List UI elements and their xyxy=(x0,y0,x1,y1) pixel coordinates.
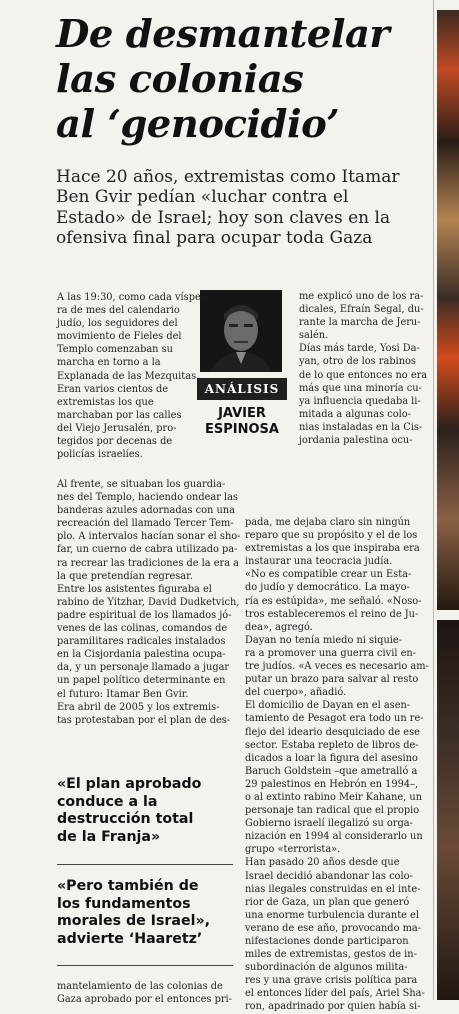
body-column-1 xyxy=(57,291,232,461)
body-line: flejo del ideario desquiciado de ese xyxy=(245,726,420,738)
body-line: ya influencia quedaba li- xyxy=(299,395,421,407)
body-line: marchaban por las calles xyxy=(57,409,182,421)
body-line: Gobierno israelí ilegalizó su orga- xyxy=(245,818,413,830)
body-line: tegidos por decenas de xyxy=(57,436,173,448)
pull-quote-line: advierte ‘Haaretz’ xyxy=(57,930,203,947)
body-line: dicales, Efraín Segal, du- xyxy=(299,304,424,316)
headline xyxy=(56,12,436,147)
headline-line: al ‘genocidio’ xyxy=(56,102,340,147)
body-line: tre judíos. «A veces es necesario am- xyxy=(245,661,429,673)
body-line: el futuro: Itamar Ben Gvir. xyxy=(57,688,189,700)
body-line: tamiento de Pesagot era todo un re- xyxy=(245,713,424,725)
subhead-line: ofensiva final para ocupar toda Gaza xyxy=(56,227,373,248)
body-line: extremistas a los que inspiraba era xyxy=(245,543,420,555)
adjacent-page-edge xyxy=(431,0,459,1000)
body-line: tros estableceremos el reino de Ju- xyxy=(245,608,419,620)
body-line: un papel político determinante en xyxy=(57,675,226,687)
body-line: dicados a loar la figura del asesino xyxy=(245,752,418,764)
body-line: marcha en torno a la xyxy=(57,357,161,369)
body-line: nifestaciones donde participaron xyxy=(245,936,409,947)
body-line: del cuerpo», añadió. xyxy=(245,687,347,699)
body-line: nización en 1994 al considerarlo un xyxy=(245,831,423,843)
headline-line: las colonias xyxy=(56,57,304,102)
body-line: ra de mes del calendario xyxy=(57,305,180,317)
body-line: Al frente, se situaban los guardia- xyxy=(57,479,226,490)
body-line: salén. xyxy=(299,330,329,342)
body-line: una enorme turbulencia durante el xyxy=(245,909,419,921)
body-line: Días más tarde, Yosi Da- xyxy=(299,343,420,355)
body-line: miles de extremistas, gestos de in- xyxy=(245,949,417,961)
body-line: extremistas los que xyxy=(57,396,154,408)
body-line: grupo «terrorista». xyxy=(245,844,341,856)
author-name-line: ESPINOSA xyxy=(205,422,279,437)
body-line: la que pretendían regresar. xyxy=(57,570,193,582)
body-line: tas protestaban por el plan de des- xyxy=(57,714,231,726)
subhead-line: Ben Gvir pedían «luchar contra el xyxy=(56,187,349,208)
body-line: 29 palestinos en Hebrón en 1994–, xyxy=(245,778,419,790)
body-line: más que una minoría cu- xyxy=(299,382,422,394)
adjacent-photo-lower xyxy=(437,620,459,1000)
subheadline xyxy=(56,167,441,248)
body-line: paramilitares radicales instalados xyxy=(57,636,226,648)
subhead-line: Estado» de Israel; hoy son claves en la xyxy=(56,207,391,228)
body-line: banderas azules adornadas con una xyxy=(57,505,235,517)
headline-line: De desmantelar xyxy=(56,12,390,57)
pull-quote-line: los fundamentos xyxy=(57,895,191,912)
body-line: jordania palestina ocu- xyxy=(299,435,413,447)
body-line: personaje tan radical que el propio xyxy=(245,805,420,817)
body-line: ron, apadrinado por quien había si- xyxy=(245,1001,421,1013)
subhead-line: Hace 20 años, extremistas como Itamar xyxy=(56,167,400,187)
body-line: verano de ese año, provocando ma- xyxy=(245,922,422,934)
body-line: del Viejo Jerusalén, pro- xyxy=(57,422,177,434)
pull-quote-divider xyxy=(57,965,233,966)
body-line: instaurar una teocracia judía. xyxy=(245,556,393,568)
body-line: sector. Estaba repleto de libros de- xyxy=(245,739,419,751)
body-line: far, un cuerno de cabra utilizado pa- xyxy=(57,544,238,556)
body-line: nias instaladas en la Cis- xyxy=(299,421,423,433)
body-line: policías israelíes. xyxy=(57,449,143,461)
body-line: «No es compatible crear un Esta- xyxy=(245,569,412,581)
body-line: de lo que entonces no era xyxy=(299,369,428,381)
body-column-1-continuation xyxy=(57,980,233,1006)
body-line: Han pasado 20 años desde que xyxy=(245,857,400,869)
body-line: reparo que su propósito y el de los xyxy=(245,530,418,542)
body-line: movimiento de Fieles del xyxy=(57,331,182,343)
body-line: Gaza aprobado por el entonces pri- xyxy=(57,994,232,1006)
body-line: recreación del llamado Tercer Tem- xyxy=(57,518,234,530)
body-line: nes del Templo, haciendo ondear las xyxy=(57,492,239,504)
body-line: A las 19:30, como cada víspe- xyxy=(57,292,205,303)
body-line: Dayan no tenía miedo ni siquie- xyxy=(245,634,402,646)
body-line: o al extinto rabino Meir Kahane, un xyxy=(245,791,423,803)
body-line: subordinación de algunos milita- xyxy=(245,962,408,974)
body-line: nias ilegales construidas en el inte- xyxy=(245,883,421,895)
body-column-1-lower xyxy=(57,478,241,727)
body-line: judío, los seguidores del xyxy=(57,318,178,330)
body-line: plo. A intervalos hacían sonar el sho- xyxy=(57,531,241,543)
pull-quote xyxy=(57,878,233,948)
author-name-line: JAVIER xyxy=(218,406,266,421)
body-line: en la Cisjordania palestina ocupa- xyxy=(57,649,226,661)
body-line: Israel decidió abandonar las colo- xyxy=(245,870,413,882)
body-line: do judío y democrático. La mayo- xyxy=(245,582,410,594)
pull-quote-line: morales de Israel», xyxy=(57,913,211,929)
body-line: ría es estúpida», me señaló. «Noso- xyxy=(245,595,422,607)
pull-quote-line: conduce a la xyxy=(57,793,158,810)
body-line: putar un brazo para salvar al resto xyxy=(245,674,419,686)
body-line: ra recrear las tradiciones de la era a xyxy=(57,557,240,569)
body-line: yan, otro de los rabinos xyxy=(299,356,416,368)
body-column-2 xyxy=(299,290,435,447)
pull-quote-line: «Pero también de xyxy=(57,878,199,894)
body-line: dea», agregó. xyxy=(245,621,313,633)
body-line: ra a promover una guerra civil en- xyxy=(245,647,416,659)
body-line: Era abril de 2005 y los extremis- xyxy=(57,701,220,713)
body-line: rior de Gaza, un plan que generó xyxy=(245,896,410,908)
body-line: venes de las colinas, comandos de xyxy=(57,623,228,635)
body-line: me explicó uno de los ra- xyxy=(299,291,424,302)
body-line: Entre los asistentes figuraba el xyxy=(57,583,212,595)
body-line: El domicilio de Dayan en el asen- xyxy=(245,700,411,712)
body-line: mantelamiento de las colonias de xyxy=(57,981,223,992)
body-line: rabino de Yitzhar, David Dudketvich, xyxy=(57,596,240,608)
body-line: pada, me dejaba claro sin ningún xyxy=(245,517,411,528)
body-line: Templo comenzaban su xyxy=(57,344,173,356)
body-line: da, y un personaje llamado a jugar xyxy=(57,662,230,674)
body-line: Explanada de las Mezquitas. xyxy=(57,370,200,382)
pull-quote-line: «El plan aprobado xyxy=(57,776,202,792)
body-line: mitada a algunas colo- xyxy=(299,408,411,420)
section-label: ANÁLISIS xyxy=(197,378,287,400)
pull-quote xyxy=(57,776,233,846)
adjacent-photo xyxy=(437,10,459,610)
pull-quote-line: destrucción total xyxy=(57,811,194,827)
body-line: Baruch Goldstein –que ametralló a xyxy=(245,765,418,777)
body-line: Eran varios cientos de xyxy=(57,383,169,395)
body-line: rante la marcha de Jeru- xyxy=(299,317,421,329)
pull-quote-divider xyxy=(57,864,233,865)
body-line: el entonces líder del país, Ariel Sha- xyxy=(245,988,425,1000)
body-line: res y una grave crisis política para xyxy=(245,975,418,987)
body-line: padre espiritual de los llamados jó- xyxy=(57,609,232,621)
body-column-3 xyxy=(245,516,435,1014)
pull-quote-line: de la Franja» xyxy=(57,828,161,845)
